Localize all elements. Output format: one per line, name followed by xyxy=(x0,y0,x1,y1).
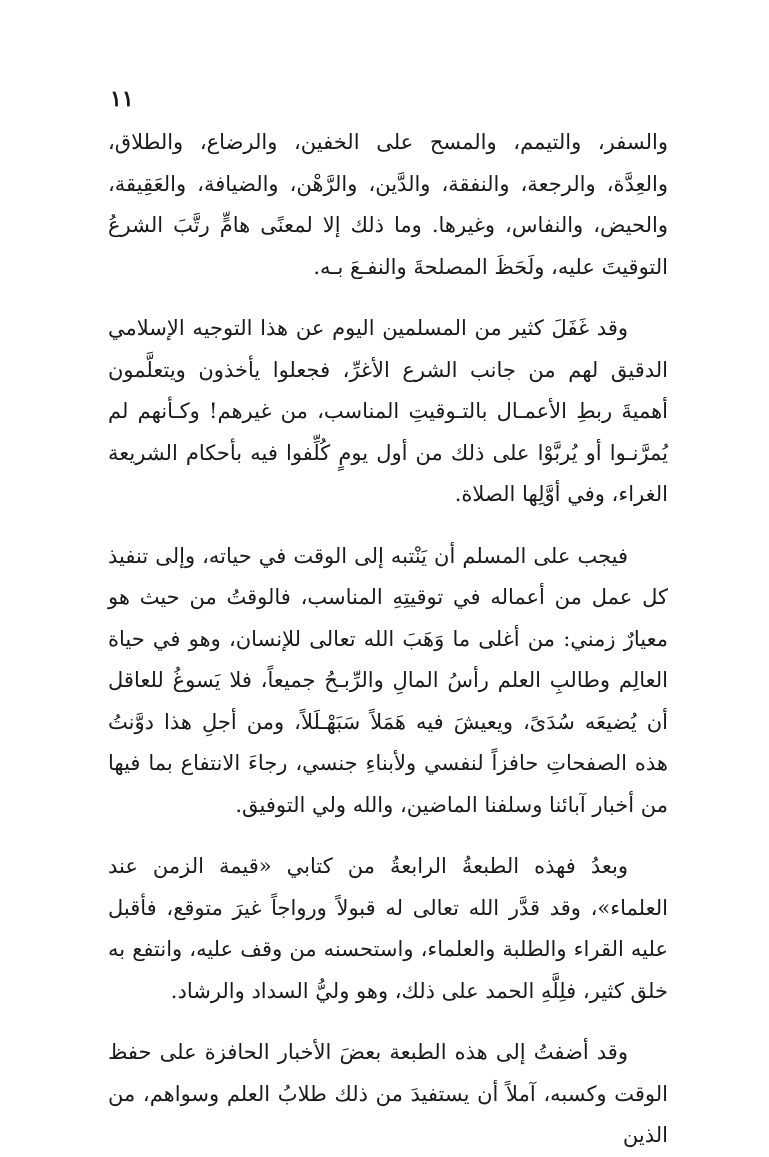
paragraph-4: وبعدُ فهذه الطبعةُ الرابعةُ من كتابي «قيمة الزمن عند العلماء»، وقد قدَّر الله تعالى له قبولاً ورواجاً غيرَ متوقع، فأقبل عليه القراء والطلبة والعلماء، واستحسنه من وقف عليه، وانتفع به خلق كثير، فلِلَّهِ الحمد على ذلك، وهو وليُّ السداد والرشاد. xyxy=(108,854,668,1003)
paragraph-5: وقد أضفتُ إلى هذه الطبعة بعضَ الأخبار الحافزة على حفظ الوقت وكسبه، آملاً أن يستفيدَ من ذلك طلابُ العلم وسواهم، من الذين xyxy=(108,1040,668,1147)
page-number: ١١ xyxy=(110,86,134,112)
body-text xyxy=(108,122,668,1157)
paragraph-1: والسفر، والتيمم، والمسح على الخفين، والرضاع، والطلاق، والعِدَّة، والرجعة، والنفقة، والدَّين، والرَّهْن، والضيافة، والعَقِيقة، والحيض، والنفاس، وغيرها. وما ذلك إلا لمعنًى هامٍّ رتَّبَ الشرعُ التوقيتَ عليه، ولَحَظَ المصلحةَ والنفـعَ بـه. xyxy=(108,130,668,279)
paragraph-2: وقد غَفَلَ كثير من المسلمين اليوم عن هذا التوجيه الإسلامي الدقيق لهم من جانب الشرع الأغرِّ، فجعلوا يأخذون ويتعلَّمون أهميةَ ربطِ الأعمـال بالتـوقيتِ المناسب، من غيرهم! وكـأنهم لم يُمرَّنـوا أو يُربَّوْا على ذلك من أول يومٍ كُلِّفوا فيه بأحكام الشريعة الغراء، وفي أوَّلِها الصلاة. xyxy=(108,316,668,506)
paragraph-3: فيجب على المسلم أن يَنْتبه إلى الوقت في حياته، وإلى تنفيذ كل عمل من أعماله في توقيتِهِ المناسب، فالوقتُ من حيث هو معيارٌ زمني: من أغلى ما وَهَبَ الله تعالى للإنسان، وهو في حياة العالِم وطالبِ العلم رأسُ المالِ والرِّبـحُ جميعاً، فلا يَسوغُ للعاقل أن يُضيعَه سُدَىً، ويعيشَ فيه هَمَلاً سَبَهْـلَلاً، ومن أجلِ هذا دوَّنتُ هذه الصفحاتِ حافزاً لنفسي ولأبناءِ جنسي، رجاءَ الانتفاع بما فيها من أخبار آبائنا وسلفنا الماضين، والله ولي التوفيق. xyxy=(108,543,668,817)
